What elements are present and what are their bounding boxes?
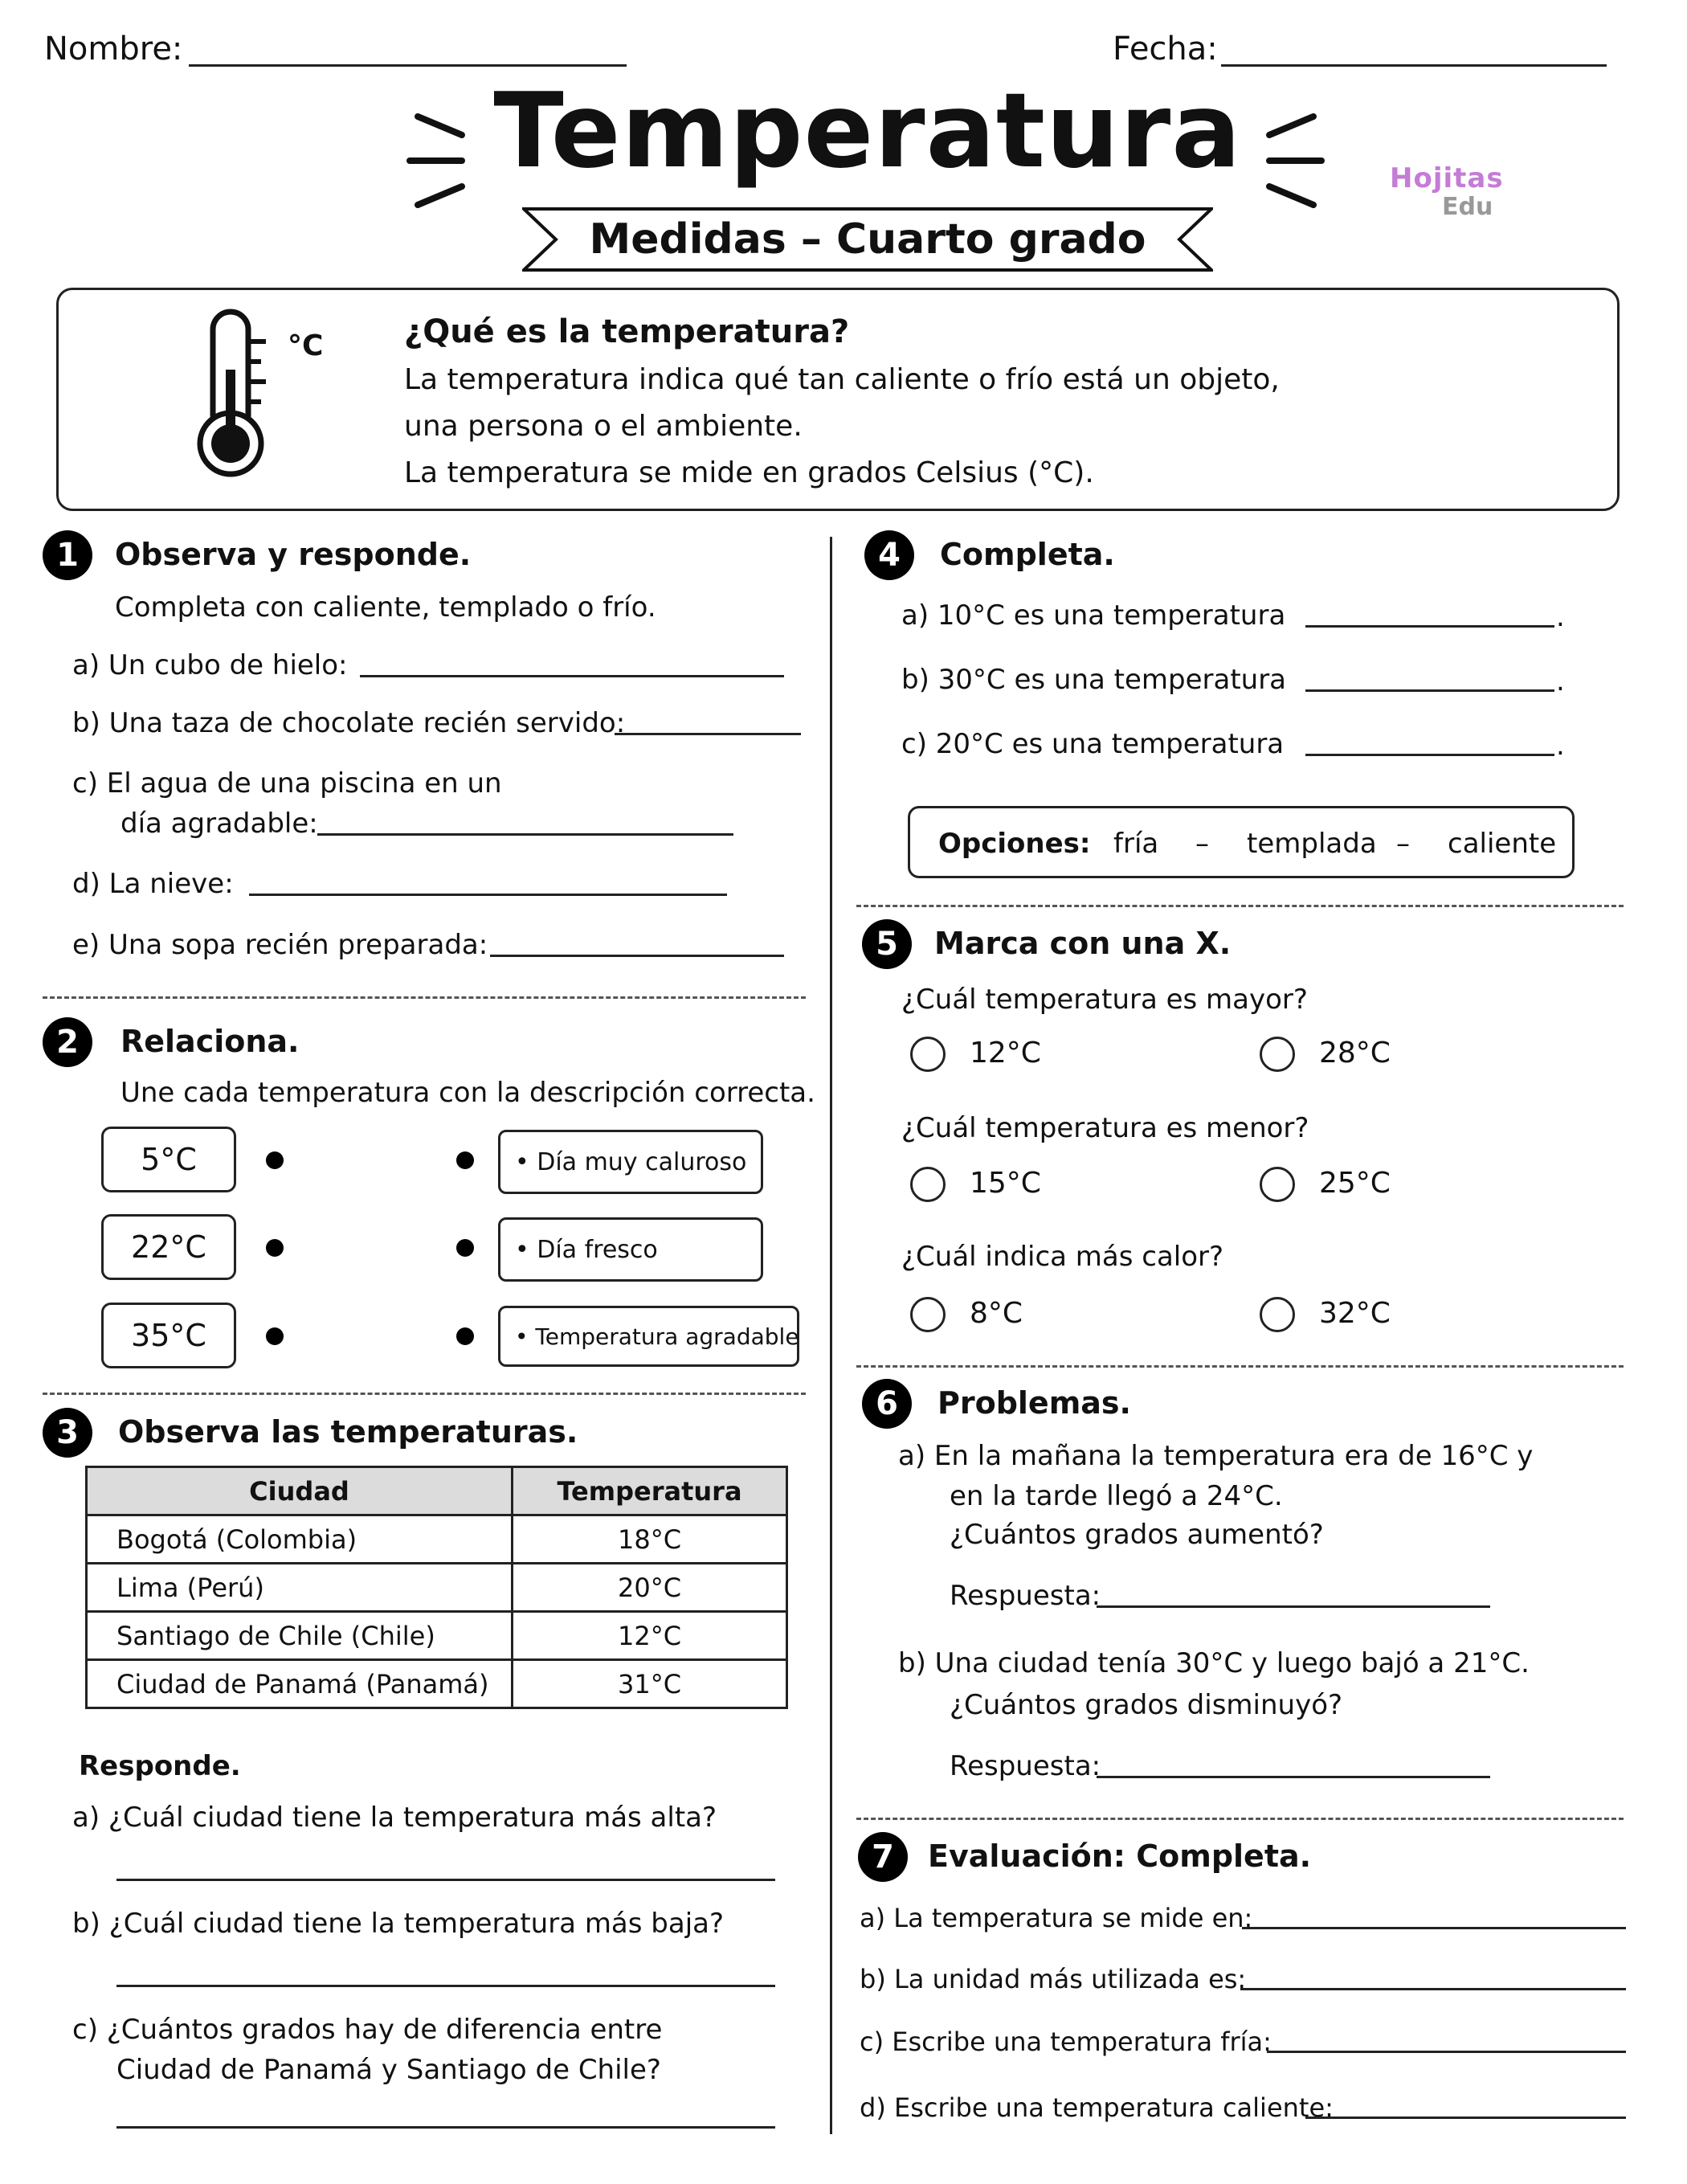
divider-s6	[856, 1818, 1624, 1820]
intro-line-1: La temperatura indica qué tan caliente o frío está un objeto,	[404, 363, 1280, 396]
table-temp: 18°C	[513, 1515, 787, 1564]
s7-item-a: a) La temperatura se mide en:	[860, 1903, 1253, 1933]
section-2-title: Relaciona.	[120, 1024, 300, 1059]
s1-answer-d[interactable]	[249, 894, 727, 896]
temperature-table	[85, 1466, 788, 1709]
s3-answer-b[interactable]	[116, 1985, 775, 1987]
s3-question-a: a) ¿Cuál ciudad tiene la temperatura más alta?	[72, 1802, 717, 1834]
temp-box-3: 35°C	[101, 1303, 236, 1368]
s7-item-b: b) La unidad más utilizada es:	[860, 1964, 1247, 1994]
section-6-title: Problemas.	[937, 1385, 1131, 1421]
page-subtitle: Medidas – Cuarto grado	[589, 215, 1146, 264]
section-3-title: Observa las temperaturas.	[118, 1414, 578, 1450]
table-city: Lima (Perú)	[87, 1564, 513, 1612]
match-dot-right-2[interactable]	[456, 1239, 474, 1257]
date-label: Fecha:	[1113, 31, 1218, 67]
divider-s5	[856, 1365, 1624, 1368]
section-4-number: 4	[864, 530, 914, 580]
s6-problem-b-line2: ¿Cuántos grados disminuyó?	[950, 1689, 1343, 1721]
table-row	[87, 1612, 787, 1660]
s3-question-b: b) ¿Cuál ciudad tiene la temperatura más baja?	[72, 1908, 725, 1940]
s4-item-a: a) 10°C es una temperatura	[901, 599, 1286, 632]
s6-answer-a[interactable]	[1097, 1605, 1490, 1608]
brand-logo-top: Hojitas	[1390, 162, 1504, 194]
s5-q3-option-b: 32°C	[1319, 1297, 1391, 1330]
table-row	[87, 1564, 787, 1612]
s1-item-c-line1: c) El agua de una piscina en un	[72, 767, 502, 800]
option-caliente: caliente	[1448, 828, 1557, 860]
s6-problem-b-line1: b) Una ciudad tenía 30°C y luego bajó a 21°C.	[898, 1647, 1530, 1679]
s6-problem-a-line1: a) En la mañana la temperatura era de 16°C y	[898, 1440, 1534, 1472]
s1-answer-b[interactable]	[615, 733, 801, 735]
left-burst-icon	[402, 104, 482, 217]
match-dot-right-1[interactable]	[456, 1151, 474, 1169]
divider-s4	[856, 905, 1624, 907]
s1-answer-e[interactable]	[490, 955, 784, 957]
table-temp: 20°C	[513, 1564, 787, 1612]
s4-period-b: .	[1556, 665, 1565, 697]
right-burst-icon	[1249, 104, 1330, 217]
s4-item-b: b) 30°C es una temperatura	[901, 664, 1287, 696]
s3-answer-a[interactable]	[116, 1879, 775, 1881]
option-fria: fría	[1113, 828, 1159, 860]
s7-answer-a[interactable]	[1242, 1927, 1626, 1929]
s7-item-c: c) Escribe una temperatura fría:	[860, 2027, 1272, 2057]
divider-s2	[43, 1393, 806, 1395]
intro-line-3: La temperatura se mide en grados Celsius (°C).	[404, 456, 1094, 489]
section-3-number: 3	[43, 1408, 92, 1458]
match-dot-left-3[interactable]	[266, 1327, 284, 1345]
s1-item-c-line2: día agradable:	[120, 808, 318, 840]
table-city: Ciudad de Panamá (Panamá)	[87, 1660, 513, 1708]
match-dot-left-2[interactable]	[266, 1239, 284, 1257]
option-templada: templada	[1247, 828, 1377, 860]
s7-answer-c[interactable]	[1267, 2051, 1626, 2053]
name-field[interactable]	[189, 64, 627, 67]
intro-question: ¿Qué es la temperatura?	[404, 313, 850, 350]
s1-item-b: b) Una taza de chocolate recién servido:	[72, 707, 626, 739]
date-field[interactable]	[1221, 64, 1607, 67]
s3-question-c-line2: Ciudad de Panamá y Santiago de Chile?	[116, 2054, 661, 2086]
s5-q1-option-a-radio[interactable]	[910, 1037, 946, 1072]
s6-answer-b[interactable]	[1097, 1776, 1490, 1778]
section-2-instruction: Une cada temperatura con la descripción correcta.	[120, 1077, 815, 1109]
s5-q2-option-b-radio[interactable]	[1260, 1167, 1295, 1202]
desc-box-1: • Día muy caluroso	[498, 1130, 763, 1194]
s1-answer-c[interactable]	[317, 833, 733, 836]
intro-line-2: una persona o el ambiente.	[404, 410, 803, 443]
s5-q3-option-a-radio[interactable]	[910, 1297, 946, 1332]
s6-problem-a-line3: ¿Cuántos grados aumentó?	[950, 1519, 1324, 1551]
s6-answer-a-label: Respuesta:	[950, 1580, 1101, 1612]
section-2-number: 2	[43, 1017, 92, 1067]
option-separator-1: –	[1195, 828, 1209, 860]
divider-s1	[43, 996, 806, 999]
s1-item-e: e) Una sopa recién preparada:	[72, 929, 488, 961]
brand-logo-bottom: Edu	[1442, 193, 1493, 221]
match-dot-right-3[interactable]	[456, 1327, 474, 1345]
table-row	[87, 1515, 787, 1564]
s1-answer-a[interactable]	[360, 675, 784, 677]
section-1-number: 1	[43, 530, 92, 580]
table-row	[87, 1660, 787, 1708]
s5-q1-option-a: 12°C	[970, 1037, 1041, 1070]
column-divider	[830, 537, 832, 2134]
desc-box-2: • Día fresco	[498, 1217, 763, 1282]
s5-q3-option-b-radio[interactable]	[1260, 1297, 1295, 1332]
s5-question-3: ¿Cuál indica más calor?	[901, 1241, 1224, 1273]
s4-answer-b[interactable]	[1305, 689, 1554, 692]
s5-q2-option-b: 25°C	[1319, 1167, 1391, 1200]
s3-answer-c[interactable]	[116, 2126, 775, 2129]
section-6-number: 6	[862, 1379, 912, 1429]
s5-q1-option-b-radio[interactable]	[1260, 1037, 1295, 1072]
thermometer-icon	[189, 305, 277, 482]
s6-answer-b-label: Respuesta:	[950, 1750, 1101, 1782]
page-title: Temperatura	[493, 72, 1242, 191]
section-7-title: Evaluación: Completa.	[928, 1838, 1312, 1874]
s5-q2-option-a: 15°C	[970, 1167, 1041, 1200]
s5-question-2: ¿Cuál temperatura es menor?	[901, 1112, 1309, 1144]
option-separator-2: –	[1396, 828, 1410, 860]
s4-answer-c[interactable]	[1305, 754, 1554, 756]
table-temp: 31°C	[513, 1660, 787, 1708]
s4-item-c: c) 20°C es una temperatura	[901, 728, 1285, 760]
s6-problem-a-line2: en la tarde llegó a 24°C.	[950, 1480, 1283, 1512]
section-7-number: 7	[858, 1832, 908, 1882]
temp-box-1: 5°C	[101, 1127, 236, 1192]
table-city: Bogotá (Colombia)	[87, 1515, 513, 1564]
s7-answer-d[interactable]	[1305, 2117, 1626, 2119]
s7-item-d: d) Escribe una temperatura caliente:	[860, 2092, 1334, 2123]
s5-question-1: ¿Cuál temperatura es mayor?	[901, 984, 1308, 1016]
section-5-title: Marca con una X.	[934, 926, 1232, 961]
s1-item-a: a) Un cubo de hielo:	[72, 649, 348, 681]
section-1-instruction: Completa con caliente, templado o frío.	[115, 591, 656, 624]
section-1-title: Observa y responde.	[115, 537, 472, 572]
s4-period-a: .	[1556, 601, 1565, 633]
s5-q3-option-a: 8°C	[970, 1297, 1023, 1330]
name-label: Nombre:	[44, 31, 183, 67]
s5-q2-option-a-radio[interactable]	[910, 1167, 946, 1202]
s5-q1-option-b: 28°C	[1319, 1037, 1391, 1070]
options-label: Opciones:	[938, 828, 1091, 860]
match-dot-left-1[interactable]	[266, 1151, 284, 1169]
temp-box-2: 22°C	[101, 1214, 236, 1280]
table-temp: 12°C	[513, 1612, 787, 1660]
unit-symbol: °C	[288, 329, 324, 362]
table-header-temp: Temperatura	[513, 1467, 787, 1515]
section-4-title: Completa.	[940, 537, 1115, 572]
s4-period-c: .	[1556, 730, 1565, 762]
s7-answer-b[interactable]	[1240, 1988, 1626, 1990]
section-5-number: 5	[862, 919, 912, 969]
s3-question-c-line1: c) ¿Cuántos grados hay de diferencia entre	[72, 2014, 663, 2046]
s1-item-d: d) La nieve:	[72, 868, 234, 900]
responde-label: Responde.	[79, 1750, 241, 1782]
table-city: Santiago de Chile (Chile)	[87, 1612, 513, 1660]
table-header-city: Ciudad	[87, 1467, 513, 1515]
desc-box-3: • Temperatura agradable	[498, 1306, 799, 1367]
s4-answer-a[interactable]	[1305, 625, 1554, 628]
